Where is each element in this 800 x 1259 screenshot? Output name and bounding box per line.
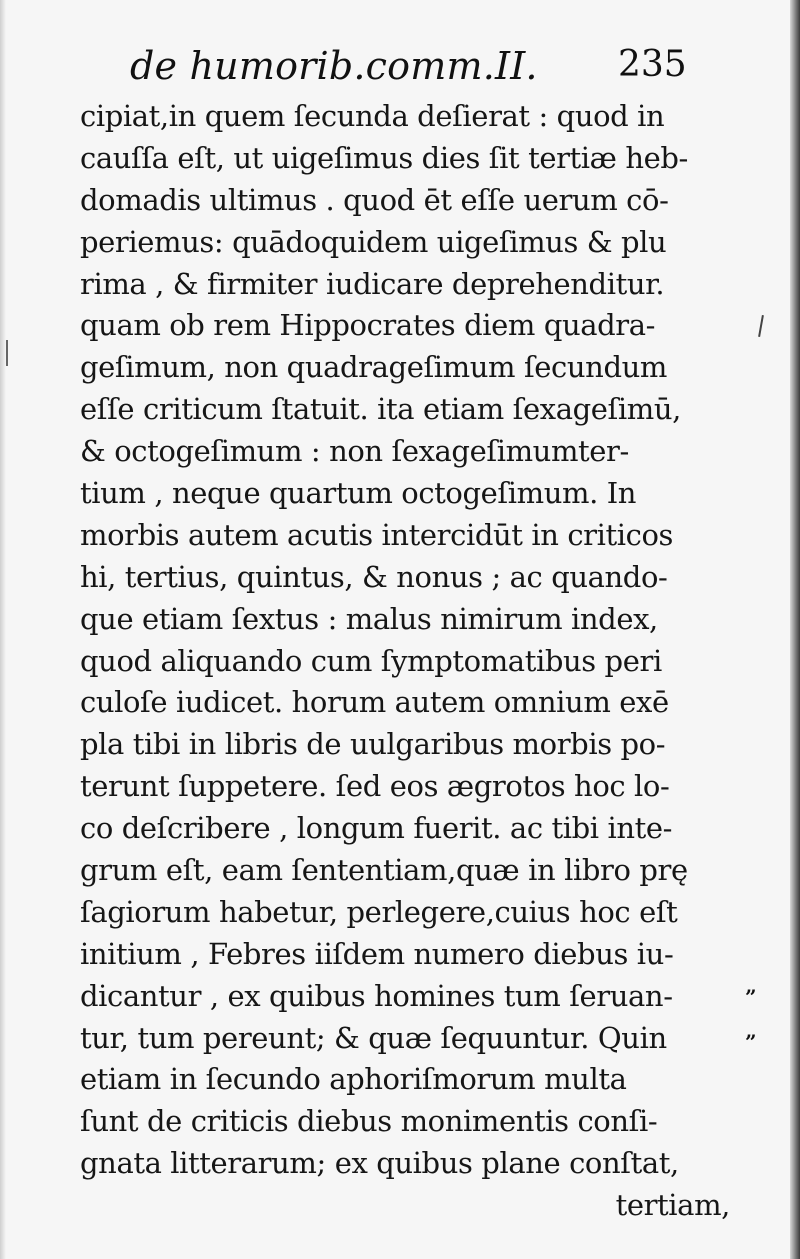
- text-line: gnata litterarum; ex quibus plane conſtat,: [80, 1146, 679, 1181]
- catchword: tertiam,: [615, 1188, 730, 1223]
- margin-quote-mark: ”: [745, 985, 757, 1009]
- text-line: ſagiorum habetur, perlegere,cuius hoc eſt: [80, 894, 678, 929]
- text-line: etiam in ſecundo aphoriſmorum multa: [80, 1062, 627, 1097]
- text-line: tium , neque quartum octogeſimum. In: [80, 476, 637, 511]
- text-line: hi, tertius, quintus, & nonus ; ac quando-: [80, 559, 668, 594]
- margin-quote-mark: ”: [745, 1030, 757, 1054]
- text-line: ſunt de criticis diebus monimentis conſi-: [80, 1104, 658, 1139]
- text-line: morbis autem acutis intercidūt in criticos: [80, 517, 674, 552]
- text-line: culoſe iudicet. horum autem omnium exē: [80, 685, 669, 720]
- text-line: dicantur , ex quibus homines tum ſeruan-: [80, 978, 673, 1013]
- text-line: co deſcribere , longum fuerit. ac tibi inte-: [80, 811, 673, 846]
- running-head: [0, 40, 800, 100]
- text-line: quod aliquando cum ſymptomatibus peri: [80, 643, 662, 678]
- text-line: & octogeſimum : non ſexageſimumter-: [80, 434, 629, 469]
- text-line: que etiam ſextus : malus nimirum index,: [80, 601, 658, 636]
- text-line: rima , & firmiter iudicare deprehenditur.: [80, 266, 665, 301]
- text-line: periemus: quādoquidem uigeſimus & plu: [80, 224, 667, 259]
- text-line: initium , Febres iiſdem numero diebus iu-: [80, 936, 674, 971]
- margin-pen-stroke: [758, 315, 764, 337]
- running-head-title: de humorib.comm.II.: [130, 44, 538, 88]
- text-line: tur, tum pereunt; & quæ ſequuntur. Quin: [80, 1020, 667, 1055]
- body-text: [80, 96, 730, 1227]
- page-left-edge: [0, 0, 6, 1259]
- text-line: quam ob rem Hippocrates diem quadra-: [80, 308, 656, 343]
- text-line: terunt ſuppetere. ſed eos ægrotos hoc lo-: [80, 769, 670, 804]
- margin-pen-stroke: [6, 340, 8, 366]
- page-number: 235: [618, 44, 687, 85]
- text-line: cipiat,in quem ſecunda deſierat : quod in: [80, 99, 665, 133]
- text-line: pla tibi in libris de uulgaribus morbis po-: [80, 727, 666, 762]
- text-line: geſimum, non quadrageſimum ſecundum: [80, 350, 667, 385]
- text-line: grum eſt, eam ſententiam,quæ in libro prę: [80, 853, 688, 888]
- page-binding-edge: [790, 0, 800, 1259]
- text-line: domadis ultimus . quod ēt eſſe uerum cō-: [80, 182, 669, 217]
- text-line: cauſſa eſt, ut uigeſimus dies ſit tertiæ heb-: [80, 140, 688, 175]
- text-line: eſſe criticum ſtatuit. ita etiam ſexageſimū,: [80, 392, 681, 427]
